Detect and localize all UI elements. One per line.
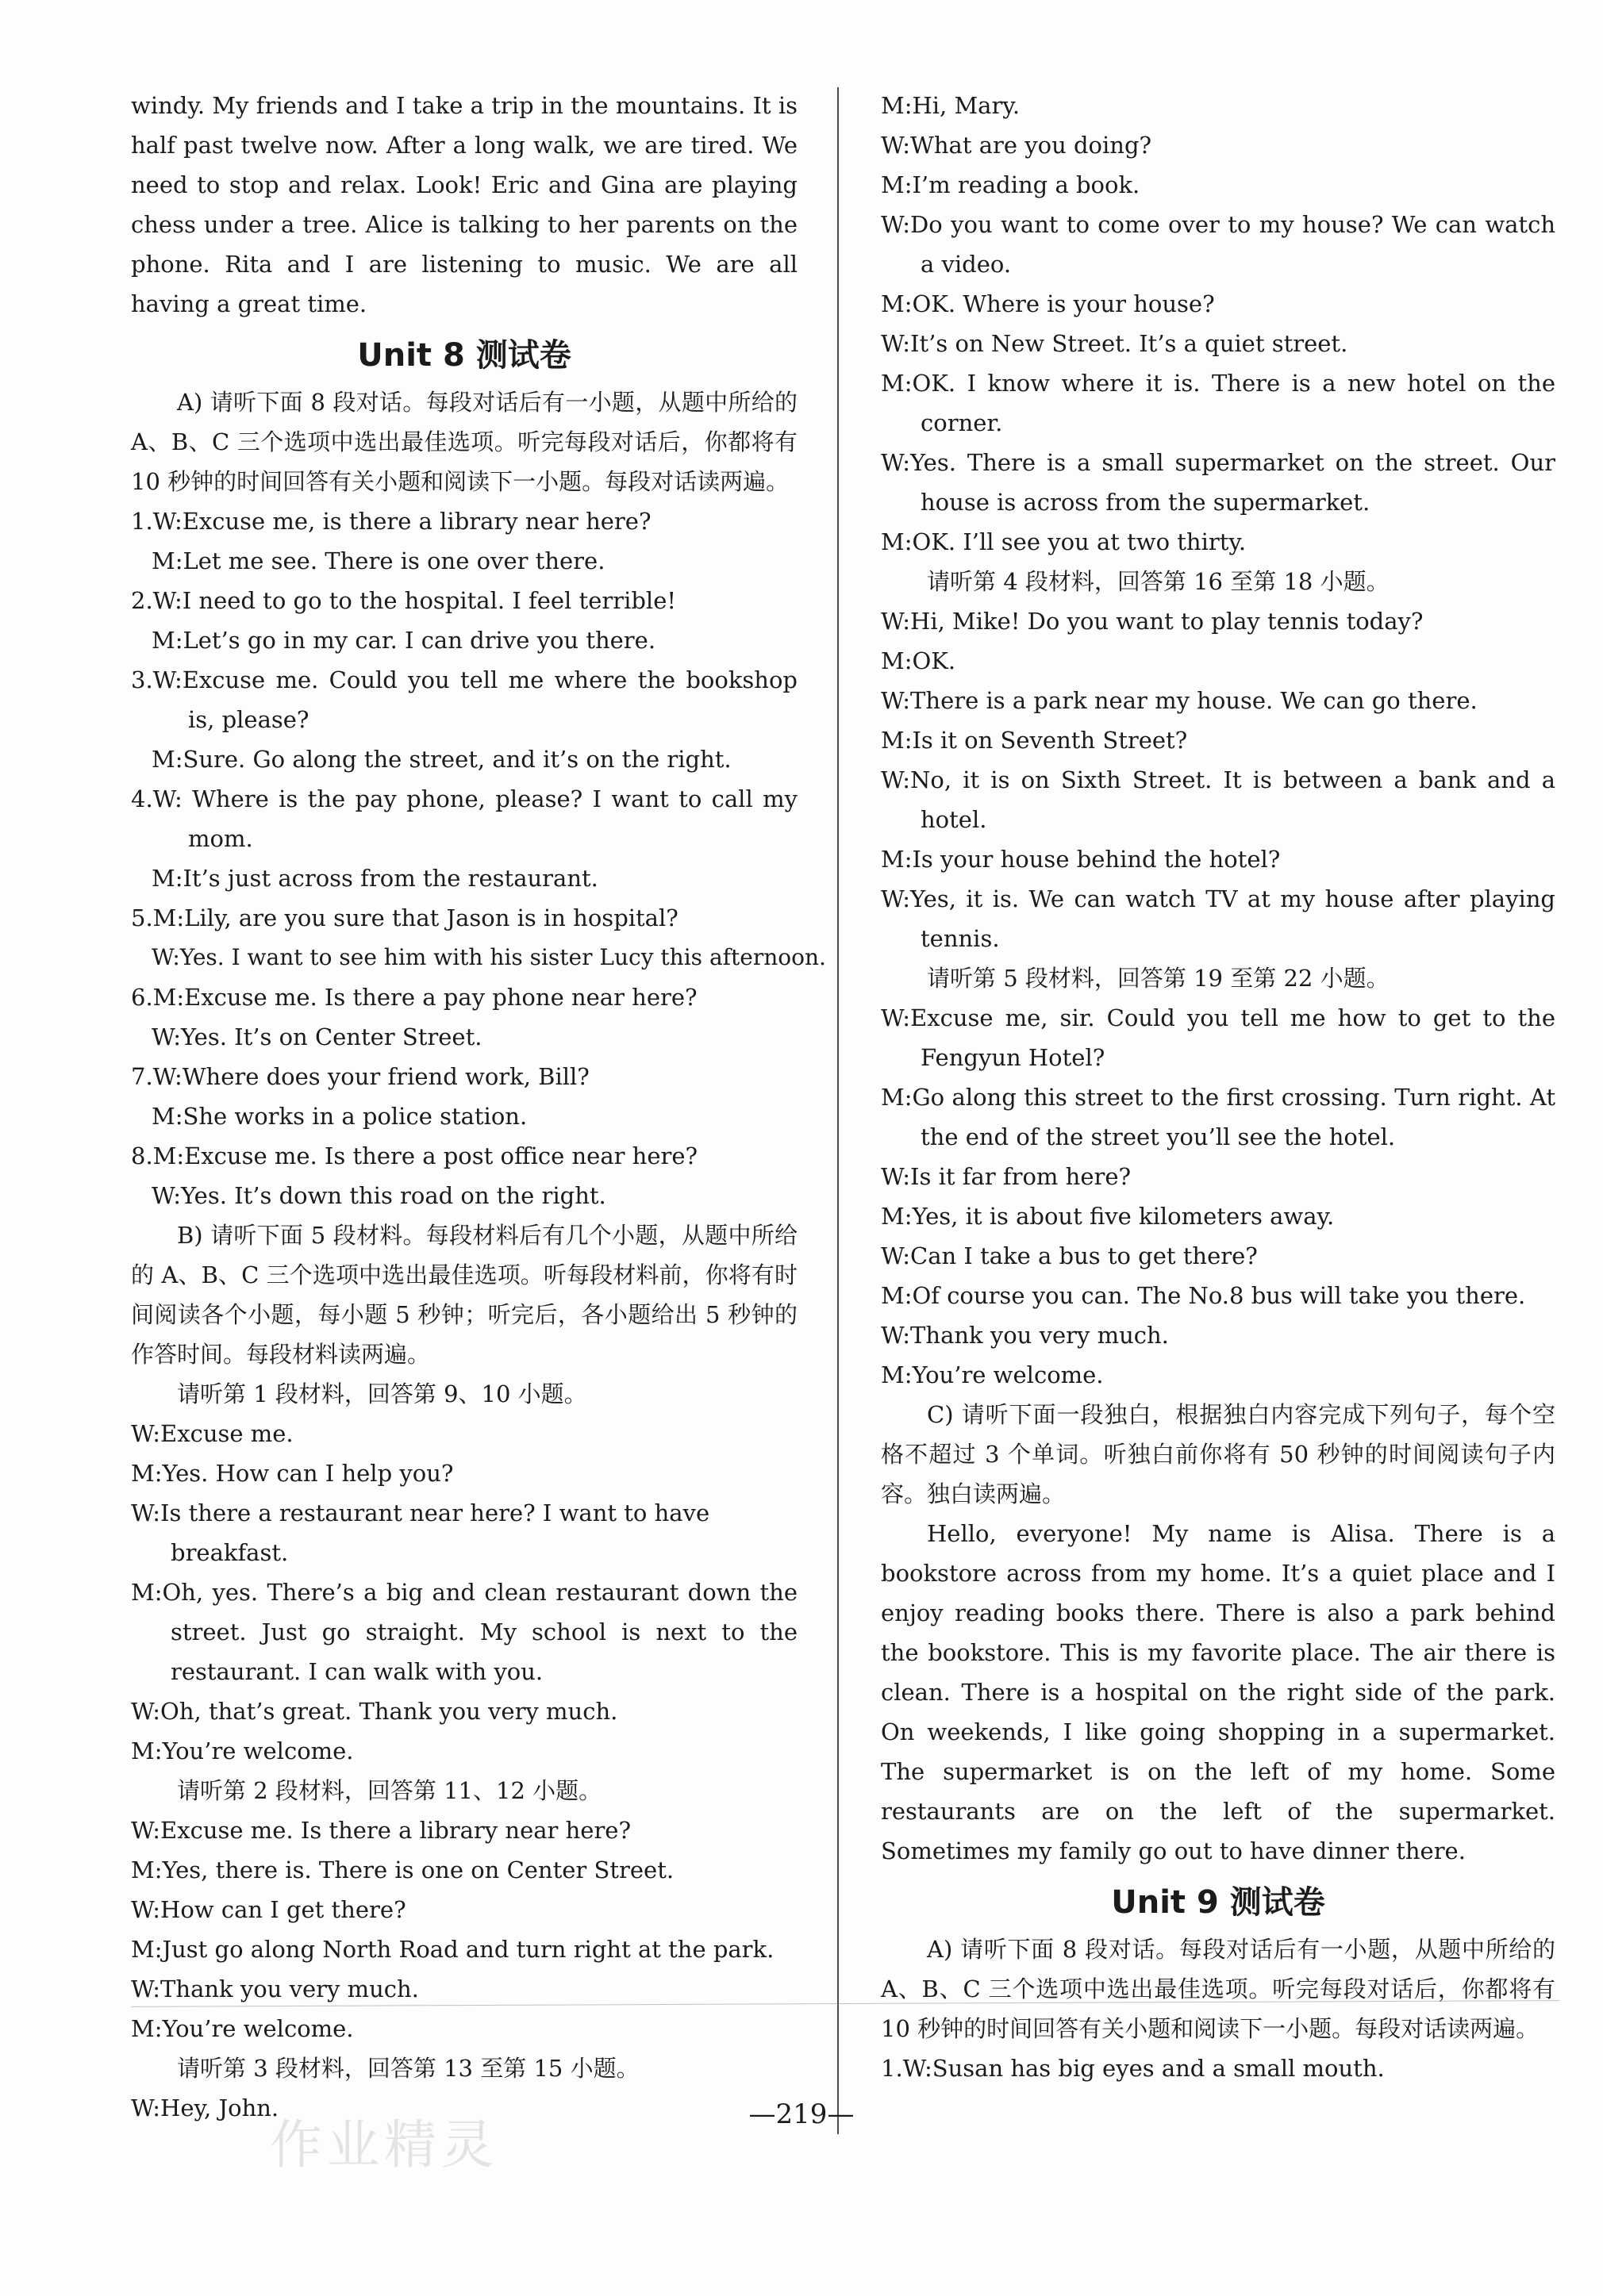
dialog-line: W:Hi, Mike! Do you want to play tennis today? bbox=[881, 608, 1424, 635]
dialog-answer: W:Yes. It’s down this road on the right. bbox=[152, 1182, 606, 1209]
dialog-line: M:I’m reading a book. bbox=[881, 171, 1140, 198]
dialog-line: W:Excuse me, sir. Could you tell me how to get to the Fengyun Hotel? bbox=[881, 1004, 1555, 1071]
dialog-question: 1.W:Susan has big eyes and a small mouth. bbox=[881, 2055, 1385, 2082]
page-number: —219— bbox=[748, 2098, 855, 2130]
column-divider bbox=[837, 87, 839, 2134]
material-1-label: 请听第 1 段材料，回答第 9、10 小题。 bbox=[177, 1380, 587, 1407]
dialog-line: W:It’s on New Street. It’s a quiet street. bbox=[881, 330, 1348, 357]
dialog-line: M:Yes. How can I help you? bbox=[131, 1460, 454, 1487]
dialog-line: W:Oh, that’s great. Thank you very much. bbox=[131, 1698, 618, 1725]
dialog-question: 4.W: Where is the pay phone, please? I want to call my mom. bbox=[131, 785, 798, 852]
dialog-question: 3.W:Excuse me. Could you tell me where the bookshop is, please? bbox=[131, 666, 798, 733]
dialog-line: M:OK. I’ll see you at two thirty. bbox=[881, 528, 1247, 555]
dialog-answer: M:It’s just across from the restaurant. bbox=[152, 865, 598, 892]
intro-paragraph: windy. My friends and I take a trip in the mountains. It is half past twelve now. After a long walk, we are tired. We need to stop and relax. Look! Eric and Gina are playing chess under a tree. Alice is talking to her parents on the phone. Rita and I are listening to music. We are all having a great time. bbox=[131, 92, 798, 317]
dialog-line: M:OK. bbox=[881, 647, 956, 674]
dialog-line: M:Just go along North Road and turn right at the park. bbox=[131, 1936, 775, 1963]
dialog-line: W:Excuse me. Is there a library near here? bbox=[131, 1817, 632, 1844]
dialog-line: W:How can I get there? bbox=[131, 1896, 406, 1923]
dialog-line: W:Do you want to come over to my house? We can watch a video. bbox=[881, 211, 1555, 278]
dialog-line: M:You’re welcome. bbox=[131, 2015, 354, 2042]
dialog-line: W:No, it is on Sixth Street. It is between a bank and a hotel. bbox=[881, 766, 1555, 833]
dialog-line: W:Is it far from here? bbox=[881, 1163, 1132, 1190]
unit8-partC-instructions: C) 请听下面一段独白，根据独白内容完成下列句子，每个空格不超过 3 个单词。听独白前你将有 50 秒钟的时间阅读句子内容。独白读两遍。 bbox=[881, 1401, 1555, 1507]
dialog-answer: M:Let’s go in my car. I can drive you there. bbox=[152, 627, 656, 654]
unit8-title: Unit 8 测试卷 bbox=[357, 337, 571, 374]
dialog-question: 1.W:Excuse me, is there a library near here? bbox=[131, 508, 652, 535]
dialog-line: W:Yes, it is. We can watch TV at my house after playing tennis. bbox=[881, 885, 1555, 952]
material-2-label: 请听第 2 段材料，回答第 11、12 小题。 bbox=[177, 1777, 602, 1804]
dialog-line: M:Is it on Seventh Street? bbox=[881, 727, 1188, 754]
dialog-question: 2.W:I need to go to the hospital. I feel terrible! bbox=[131, 587, 677, 614]
unit8-partA-instructions: A) 请听下面 8 段对话。每段对话后有一小题，从题中所给的 A、B、C 三个选项中选出最佳选项。听完每段对话后，你都将有 10 秒钟的时间回答有关小题和阅读下一小题。每段对话读两遍。 bbox=[131, 389, 798, 495]
material-5-dialog bbox=[881, 998, 1555, 1395]
dialog-answer: W:Yes. I want to see him with his sister Lucy this afternoon. bbox=[152, 944, 826, 970]
dialog-answer: M:She works in a police station. bbox=[152, 1103, 528, 1130]
monologue-paragraph: Hello, everyone! My name is Alisa. There is a bookstore across from my home. It’s a quiet place and I enjoy reading books there. There is also a park behind the bookstore. This is my favorite place. The air there is clean. There is a hospital on the right side of the park. On weekends, I like going shopping in a supermarket. The supermarket is on the left of my home. Some restaurants are on the left of the supermarket. Sometimes my family go out to have dinner there. bbox=[881, 1520, 1555, 1864]
material-3-dialog bbox=[881, 86, 1555, 562]
dialog-answer: M:Let me see. There is one over there. bbox=[152, 547, 605, 574]
material-1-dialog bbox=[131, 1414, 798, 1771]
dialog-question: 8.M:Excuse me. Is there a post office near here? bbox=[131, 1142, 698, 1169]
material-4-label: 请听第 4 段材料，回答第 16 至第 18 小题。 bbox=[927, 568, 1390, 595]
dialog-line: W:Hey, John. bbox=[131, 2094, 279, 2121]
material-5-label: 请听第 5 段材料，回答第 19 至第 22 小题。 bbox=[927, 965, 1390, 992]
material-2-dialog bbox=[131, 1810, 798, 2048]
dialog-answer: W:Yes. It’s on Center Street. bbox=[152, 1023, 482, 1050]
dialog-answer: M:Sure. Go along the street, and it’s on the right. bbox=[152, 746, 732, 773]
dialog-line: W:What are you doing? bbox=[881, 132, 1152, 159]
material-4-dialog bbox=[881, 601, 1555, 958]
dialog-line: W:Yes. There is a small supermarket on the street. Our house is across from the supermarket. bbox=[881, 449, 1555, 516]
dialog-line: M:Yes, there is. There is one on Center Street. bbox=[131, 1856, 675, 1883]
unit8-partB-instructions: B) 请听下面 5 段材料。每段材料后有几个小题，从题中所给的 A、B、C 三个选项中选出最佳选项。听每段材料前，你将有时间阅读各个小题，每小题 5 秒钟；听完后，各小题给出 5 秒钟的作答时间。每段材料读两遍。 bbox=[131, 1222, 798, 1368]
dialog-question: 5.M:Lily, are you sure that Jason is in hospital? bbox=[131, 904, 678, 931]
dialog-line: W:Thank you very much. bbox=[131, 1975, 419, 2002]
dialog-line: M:Go along this street to the first crossing. Turn right. At the end of the street you’ll see the hotel. bbox=[881, 1084, 1555, 1150]
unit8-dialog-list bbox=[131, 501, 826, 1215]
dialog-line: W:There is a park near my house. We can go there. bbox=[881, 687, 1478, 714]
dialog-line: M:OK. Where is your house? bbox=[881, 290, 1215, 317]
unit9-title: Unit 9 测试卷 bbox=[1111, 1884, 1325, 1921]
material-3-label: 请听第 3 段材料，回答第 13 至第 15 小题。 bbox=[177, 2055, 640, 2082]
dialog-question: 7.W:Where does your friend work, Bill? bbox=[131, 1063, 590, 1090]
dialog-line: W:Can I take a bus to get there? bbox=[881, 1242, 1258, 1269]
dialog-line: M:Hi, Mary. bbox=[881, 92, 1021, 119]
watermark: 作业精灵 bbox=[270, 2114, 498, 2175]
dialog-line: M:Is your house behind the hotel? bbox=[881, 846, 1281, 873]
right-column bbox=[881, 86, 1555, 2088]
dialog-line: W:Is there a restaurant near here? I want to have breakfast. bbox=[131, 1499, 710, 1566]
dialog-line: M:Of course you can. The No.8 bus will take you there. bbox=[881, 1282, 1526, 1309]
dialog-line: M:You’re welcome. bbox=[881, 1361, 1104, 1388]
unit9-partA-instructions: A) 请听下面 8 段对话。每段对话后有一小题，从题中所给的 A、B、C 三个选项中选出最佳选项。听完每段对话后，你都将有 10 秒钟的时间回答有关小题和阅读下一小题。每段对话读两遍。 bbox=[881, 1936, 1555, 2042]
dialog-question: 6.M:Excuse me. Is there a pay phone near here? bbox=[131, 984, 698, 1011]
dialog-line: W:Excuse me. bbox=[131, 1420, 294, 1447]
dialog-line: M:Yes, it is about five kilometers away. bbox=[881, 1203, 1335, 1230]
dialog-line: W:Thank you very much. bbox=[881, 1322, 1169, 1349]
dialog-line: M:OK. I know where it is. There is a new hotel on the corner. bbox=[881, 370, 1555, 436]
dialog-line: M:You’re welcome. bbox=[131, 1737, 354, 1764]
dialog-line: M:Oh, yes. There’s a big and clean restaurant down the street. Just go straight. My school is next to the restaurant. I can walk with you. bbox=[131, 1579, 798, 1685]
